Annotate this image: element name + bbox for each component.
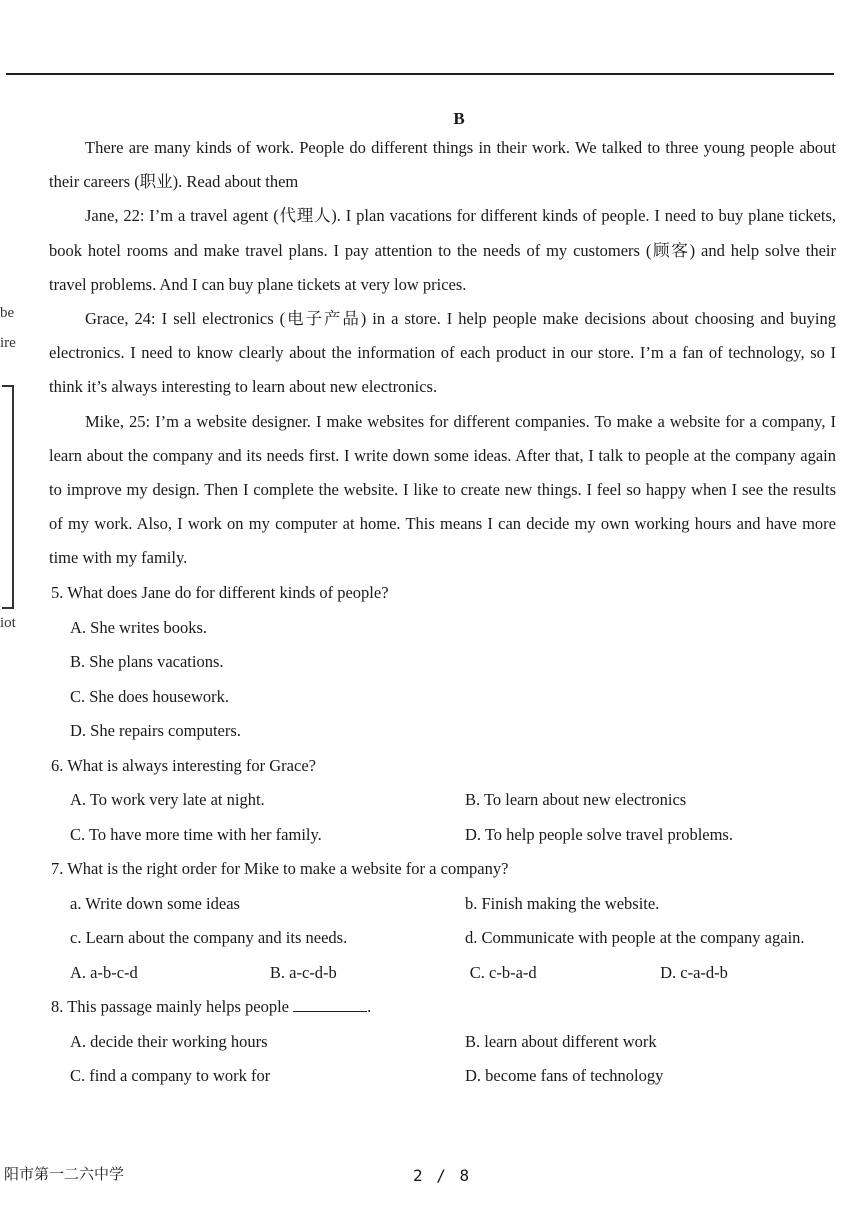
- stem-end: .: [367, 997, 372, 1016]
- option: A. To work very late at night.: [70, 790, 265, 809]
- option: C. c-b-a-d: [469, 962, 537, 982]
- option: C. She does housework.: [70, 686, 230, 706]
- margin-fragment: iot: [0, 615, 16, 631]
- question-7: [51, 852, 841, 990]
- passage-intro: There are many kinds of work. People do different things in their work. We talked to three young people about their careers (职业). Read about them: [49, 138, 836, 192]
- option-row: [51, 1059, 841, 1094]
- option: A. decide their working hours: [70, 1031, 268, 1051]
- option: B. learn about different work: [465, 1031, 657, 1051]
- question-stem: [51, 990, 841, 1025]
- option: B. To learn about new electronics: [465, 790, 687, 809]
- step: c. Learn about the company and its needs.: [70, 928, 348, 947]
- option-row: [51, 818, 841, 853]
- option-row: [51, 783, 841, 818]
- question-stem: 6. What is always interesting for Grace?: [51, 755, 316, 775]
- option: A. a-b-c-d: [70, 962, 138, 982]
- top-rule: [6, 73, 834, 75]
- option: C. To have more time with her family.: [70, 824, 322, 844]
- passage-jane: Jane, 22: I’m a travel agent (代理人). I plan vacations for different kinds of people. I need to buy plane tickets, book hotel rooms and make travel plans. I pay attention to the needs of my customers (顾客) and help solve their travel problems. And I can buy plane tickets at very low prices.: [49, 206, 836, 294]
- option: D. She repairs computers.: [70, 721, 241, 740]
- question-6: [51, 749, 841, 853]
- question-5: [51, 576, 841, 749]
- reading-passage: [49, 131, 836, 576]
- option: D. c-a-d-b: [660, 962, 728, 982]
- option: D. become fans of technology: [465, 1066, 664, 1085]
- option-row: [51, 956, 841, 991]
- footer-school-name: 阳市第一二六中学: [4, 1165, 125, 1183]
- page-number: 2 / 8: [413, 1166, 472, 1185]
- option: C. find a company to work for: [70, 1066, 271, 1085]
- option: A. She writes books.: [70, 617, 208, 637]
- margin-fragment: be: [0, 305, 15, 321]
- stem-text: 8. This passage mainly helps people: [51, 997, 289, 1016]
- question-stem: 5. What does Jane do for different kinds of people?: [51, 583, 389, 602]
- option: B. a-c-d-b: [269, 962, 337, 982]
- option: B. She plans vacations.: [70, 652, 224, 671]
- step-row: [51, 887, 841, 922]
- passage-grace: Grace, 24: I sell electronics (电子产品) in a store. I help people make decisions about choosing and buying electronics. I need to know clearly about the information of each product in our store. I’m a fan of technology, so I think it’s always interesting to learn about new electronics.: [49, 309, 836, 397]
- step: a. Write down some ideas: [70, 893, 240, 913]
- margin-fragment: ire: [0, 335, 16, 351]
- question-8: [51, 990, 841, 1094]
- question-stem: 7. What is the right order for Mike to make a website for a company?: [51, 859, 509, 878]
- margin-bracket: [2, 385, 14, 609]
- questions: [51, 576, 841, 1094]
- option: D. To help people solve travel problems.: [465, 824, 733, 844]
- section-heading: B: [453, 109, 465, 128]
- step: d. Communicate with people at the company again.: [465, 928, 805, 947]
- step: b. Finish making the website.: [465, 893, 660, 913]
- option-row: [51, 1025, 841, 1060]
- step-row: [51, 921, 841, 956]
- answer-blank: [293, 995, 367, 1012]
- passage-mike: Mike, 25: I’m a website designer. I make websites for different companies. To make a website for a company, I learn about the company and its needs first. I write down some ideas. After that, I talk to people at the company again to improve my design. Then I complete the website. I like to create new things. I feel so happy when I see the results of my work. Also, I work on my computer at home. This means I can decide my own working hours and have more time with my family.: [49, 411, 836, 568]
